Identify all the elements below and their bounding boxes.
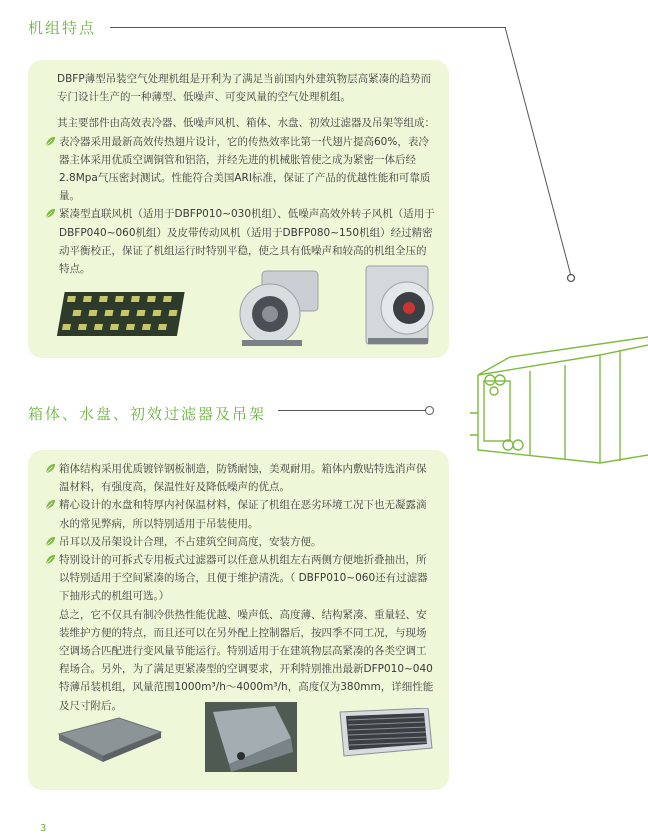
centrifugal-fan-photo (232, 266, 324, 348)
page-number: 3 (40, 823, 47, 834)
panel-filter-photo (338, 708, 434, 758)
rule-end-dot (425, 406, 434, 415)
header-rule (278, 410, 426, 411)
section-title-features: 机组特点 (28, 19, 97, 37)
leaf-icon (45, 554, 56, 565)
bullet-text: 特别设计的可拆式专用板式过滤器可以任意从机组左右两侧方便地折叠抽出，所以特别适用于空间紧凑的场合，且便于维护清洗。（ DBFP010~060还有过滤器下抽形式的机组可选。） (59, 554, 428, 603)
bullet-text: 紧凑型直联风机（适用于DBFP010~030机组）、低噪声高效外转子风机（适用于DBFP040~060机组）及皮带传动风机（适用于DBFP080~150机组）经过精密动平衡校正，保证了机组运行时特别平稳，使之具有低噪声和较高的机组全压的特点。 (59, 208, 435, 276)
bullet-drain-pan (45, 496, 435, 532)
intro-paragraph: DBFP薄型吊装空气处理机组是开利为了满足当前国内外建筑物层高紧凑的趋势而专门设计生产的一种薄型、低噪声、可变风量的空气处理机组。 (57, 73, 432, 104)
bullet-text: 箱体结构采用优质镀锌钢板制造，防锈耐蚀，美观耐用。箱体内敷贴特选消声保温材料，有强度高，保温性好及降低噪声的优点。 (59, 463, 427, 494)
leaf-icon (45, 499, 56, 510)
leaf-icon (45, 136, 56, 147)
drain-pan-photo (205, 702, 297, 772)
bullet-coil (45, 133, 435, 206)
summary-paragraph: 总之，它不仅具有制冷供热性能优越、噪声低、高度薄、结构紧凑、重量轻、安装维护方便的特点，而且还可以在另外配上控制器后，按四季不同工况，与现场空调场合匹配进行变风量节能运行。特别适用于在建筑物层高紧凑的各类空调工程场合。另外，为了满足更紧凑型的空调要求，开利特别推出最新DFP010~040特薄吊装机组，风量范围1000m³/h～4000m³/h，高度仅为380mm，详细性能及尺寸附后。 (59, 608, 434, 712)
outer-rotor-fan-photo (362, 262, 446, 348)
leaf-icon (45, 536, 56, 547)
casing-text (45, 460, 435, 715)
steel-panel-photo (55, 712, 165, 762)
section-title-casing: 箱体、水盘、初效过滤器及吊架 (28, 405, 267, 423)
unit-line-drawing (470, 335, 648, 470)
bullet-hanger (45, 533, 435, 551)
leaf-icon (45, 208, 56, 219)
leaf-icon (45, 463, 56, 474)
bullet-text: 吊耳以及吊架设计合理，不占建筑空间高度，安装方便。 (59, 535, 322, 548)
bullet-text: 表冷器采用最新高效传热翅片设计，它的传热效率比第一代翅片提高60%，表冷器主体采用优质空调铜管和铝箔，并经先进的机械胀管使之成为紧密一体后经2.8Mpa气压密封测试。性能符合美国ARI标准，保证了产品的优越性能和可靠质量。 (59, 135, 431, 203)
bullet-casing (45, 460, 435, 496)
features-text (57, 70, 435, 278)
bullet-text: 精心设计的水盘和特厚内衬保温材料，保证了机组在恶劣环境工况下也无凝露滴水的常见弊病，所以特别适用于吊装使用。 (59, 499, 427, 530)
bullet-filter (45, 551, 435, 606)
coil-fins-photo (55, 290, 185, 338)
header-rule (110, 27, 506, 28)
components-lead: 其主要部件由高效表冷器、低噪声风机、箱体、水盘、初效过滤器及吊架等组成： (57, 117, 435, 130)
leader-line (500, 24, 580, 286)
